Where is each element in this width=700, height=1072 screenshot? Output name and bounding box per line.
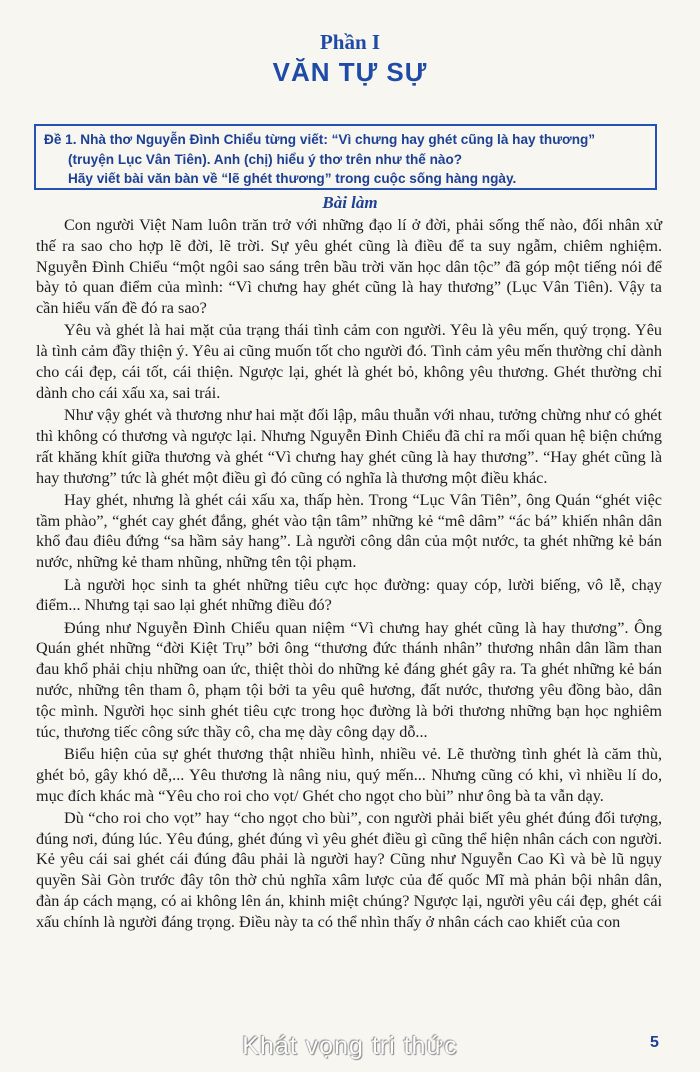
paragraph: Như vậy ghét và thương như hai mặt đối lập, mâu thuẫn với nhau, tưởng chừng như có ghét thì không có thương và ngược lại. Nhưng Nguyễn Đình Chiểu đã chỉ ra mối quan hệ biện chứng rất khăng khít giữa thương và ghét “Vì chưng hay ghét cũng là hay thương”. “Hay ghét cũng là hay thương” tức là ghét một điều gì đó cũng có nghĩa là thương một điều khác.	[36, 406, 662, 487]
footer-slogan: Khát vọng tri thức	[242, 1032, 458, 1060]
prompt-line-2: (truyện Lục Vân Tiên). Anh (chị) hiểu ý thơ trên như thế nào?	[68, 151, 463, 167]
paragraph: Là người học sinh ta ghét những tiêu cực học đường: quay cóp, lười biếng, vô lễ, chạy điểm... Nhưng tại sao lại ghét những điều đó?	[36, 575, 662, 615]
part-heading: Phần I	[319, 30, 381, 54]
assignment-prompt-box	[34, 124, 657, 190]
prompt-line-1: Đề 1. Nhà thơ Nguyễn Đình Chiểu từng viết: “Vì chưng hay ghét cũng là hay thương”	[44, 132, 596, 147]
paragraph: Yêu và ghét là hai mặt của trạng thái tình cảm con người. Yêu là yêu mến, quý trọng. Yêu là tình cảm đầy thiện ý. Yêu ai cũng muốn tốt cho người đó. Tình cảm yêu mến thường chỉ dành cho cái đẹp, cái tốt, cái thiện. Ngược lại, ghét là ghét bỏ, không yêu thương. Ghét thường chỉ dành cho cái xấu xa, sai trái.	[36, 321, 662, 402]
paragraph: Hay ghét, nhưng là ghét cái xấu xa, thấp hèn. Trong “Lục Vân Tiên”, ông Quán “ghét việc tầm phào”, “ghét cay ghét đắng, ghét vào tận tâm” những kẻ “mê dâm” “ác bá” khiến nhân dân khổ đau điêu đứng “sa hầm sảy hang”. Là người công dân của một nước, ta ghét những kẻ bán nước, những kẻ tham nhũng, những tên tội phạm.	[36, 490, 662, 572]
essay-body	[36, 215, 662, 934]
page-title: VĂN TỰ SỰ	[272, 57, 428, 87]
prompt-line-3: Hãy viết bài văn bàn về “lẽ ghét thương” trong cuộc sống hàng ngày.	[68, 171, 517, 186]
page-number: 5	[650, 1034, 659, 1051]
paragraph: Biểu hiện của sự ghét thương thật nhiều hình, nhiều vẻ. Lẽ thường tình ghét là căm thù, ghét bỏ, gây khó dễ,... Yêu thương là nâng niu, quý mến... Nhưng cũng có khi, vì nhiều lí do, mục đích khác mà “Yêu cho roi cho vọt/ Ghét cho ngọt cho bùi” như ông bà ta vẫn dạy.	[36, 744, 662, 805]
paragraph: Con người Việt Nam luôn trăn trở với những đạo lí ở đời, phải sống thế nào, đối nhân xử thế ra sao cho hợp lẽ đời, lẽ trời. Sự yêu ghét cũng là điều để ta suy ngẫm, chiêm nghiệm. Nguyễn Đình Chiểu “một ngôi sao sáng trên bầu trời văn học dân tộc” đã góp một tiếng nói để bày tỏ quan điểm của mình: “Vì chưng hay ghét cũng là hay thương” (Lục Vân Tiên). Vậy ta cần hiểu vấn đề đó ra sao?	[36, 216, 662, 318]
paragraph: Dù “cho roi cho vọt” hay “cho ngọt cho bùi”, con người phải biết yêu ghét đúng đối tượng, đúng nơi, đúng lúc. Yêu đúng, ghét đúng vì yêu ghét điều gì cũng thể hiện nhân cách con người. Kẻ yêu cái sai ghét cái đúng đâu phải là người hay? Cũng như Nguyễn Cao Kì và bè lũ ngụy quyền Sài Gòn trước đây tôn thờ chủ nghĩa xâm lược của đế quốc Mĩ mà phản bội nhân dân, đàn áp cách mạng, có ai không lên án, khinh miệt chúng? Ngược lại, người yêu cái đẹp, ghét cái xấu chính là người đáng trọng. Điều này ta có thể nhìn thấy ở nhân cách cao khiết của con	[36, 808, 662, 931]
section-heading: Bài làm	[322, 193, 378, 212]
paragraph: Đúng như Nguyễn Đình Chiểu quan niệm “Vì chưng hay ghét cũng là hay thương”. Ông Quán ghét những “đời Kiệt Trụ” bởi ông “thương đức thánh nhân” thương nhân dân lầm than đau khổ phải chịu những oan ức, thiệt thòi do những kẻ đáng ghét gây ra. Ta ghét những kẻ bán nước, những tên tham ô, phạm tội bởi ta yêu quê hương, đất nước, thương yêu đồng bào, dân tộc mình. Người học sinh ghét tiêu cực trong học đường là bởi thương những bạn học nghiêm túc, thương tiếc công sức thầy cô, cha mẹ dày công dạy dỗ...	[36, 618, 662, 741]
